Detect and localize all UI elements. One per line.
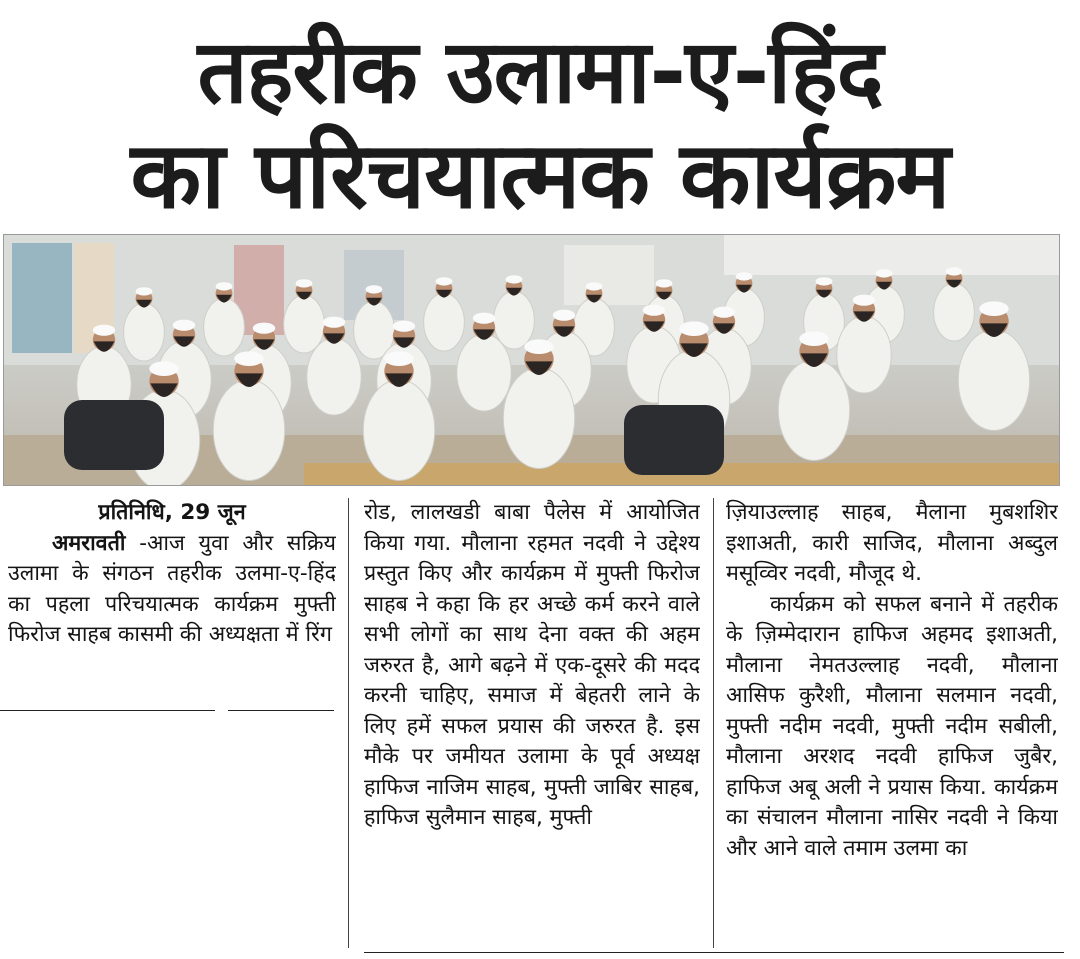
dateline: प्रतिनिधि, 29 जून (98, 500, 246, 525)
article-col1-text: -आज युवा और सक्रिय उलामा के संगठन तहरीक उलमा-ए-हिंद का पहला परिचयात्मक कार्यक्रम मुफ्ती फिरोज साहब कासमी की अध्यक्षता में रिंग (8, 530, 336, 647)
article-column-1 (8, 498, 336, 948)
column-divider-2 (713, 498, 714, 948)
article-col3-para1: ज़ियाउल्लाह साहब, मैलाना मुबशशिर इशाअती, कारी साजिद, मौलाना अब्दुल मसूव्विर नदवी, मौजूद थे. (726, 500, 1058, 586)
headline-line-2: का परिचयात्मक कार्यक्रम (130, 122, 950, 229)
column-1-end-rule-right (228, 710, 334, 711)
article-column-3 (726, 498, 1058, 948)
event-photo (3, 234, 1060, 486)
bottom-rule (364, 952, 1064, 953)
article-column-2 (364, 498, 700, 948)
dateline-place: अमरावती (52, 530, 126, 556)
headline-line-1: तहरीक उलामा-ए-हिंद (197, 20, 883, 123)
article-col3-para2: कार्यक्रम को सफल बनाने में तहरीक के ज़िम्मेदारान हाफिज अहमद इशाअती, मौलाना नेमतउल्लाह नदवी, मौलाना आसिफ कुरैशी, मौलाना सलमान नदवी, मुफ्ती नदीम नदवी, मुफ्ती नदीम सबीली, मौलाना अरशद नदवी हाफिज जुबैर, हाफिज अबू अली ने प्रयास किया. कार्यक्रम का संचालन मौलाना नासिर नदवी ने किया और आने वाले तमाम उलमा का (726, 591, 1058, 861)
column-1-end-rule-left (0, 710, 215, 711)
event-photo-illustration (4, 235, 1059, 485)
article-col2-text: रोड, लालखडी बाबा पैलेस में आयोजित किया गया. मौलाना रहमत नदवी ने उद्देश्य प्रस्तुत किए और कार्यक्रम में मुफ्ती फिरोज साहब ने कहा कि हर अच्छे कर्म करने वाले सभी लोगों का साथ देना वक्त की अहम जरुरत है, आगे बढ़ने में एक-दूसरे की मदद करनी चाहिए, समाज में बेहतरी लाने के लिए हमें सफल प्रयास की जरुरत है. इस मौके पर जमीयत उलामा के पूर्व अध्यक्ष हाफिज नाजिम साहब, मुफ्ती जाबिर साहब, हाफिज सुलैमान साहब, मुफ्ती (364, 500, 700, 830)
column-divider-1 (348, 498, 349, 948)
